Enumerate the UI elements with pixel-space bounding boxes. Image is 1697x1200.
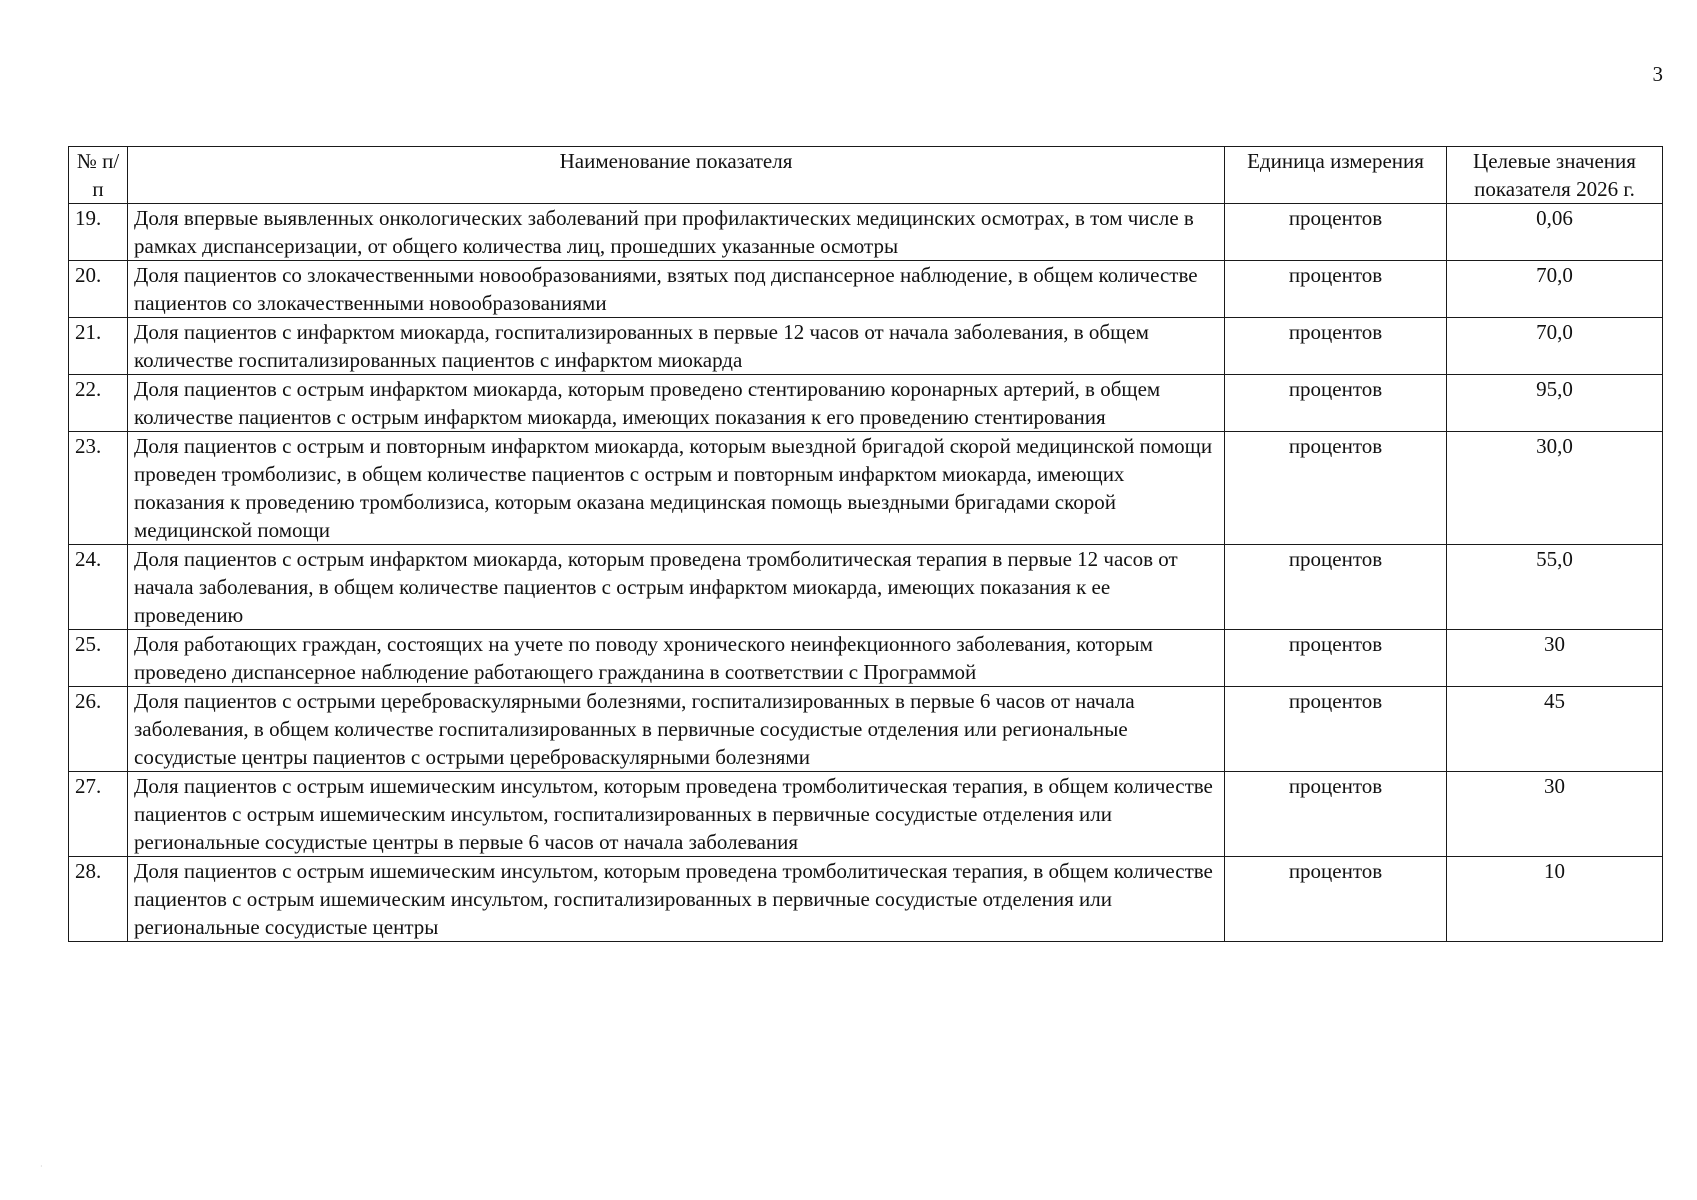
header-indicator-name: Наименование показателя [128, 147, 1225, 204]
target-value: 0,06 [1447, 204, 1663, 261]
unit-of-measure: процентов [1225, 375, 1447, 432]
target-value: 10 [1447, 857, 1663, 942]
row-number: 22. [69, 375, 128, 432]
unit-of-measure: процентов [1225, 687, 1447, 772]
target-value: 70,0 [1447, 261, 1663, 318]
indicator-name: Доля пациентов с острым и повторным инфарктом миокарда, которым выездной бригадой скорой медицинской помощи проведен тромболизис, в общем количестве пациентов с острым и повторным инфарктом миокарда, имеющих показания к проведению тромболизиса, которым оказана медицинская помощь выездными бригадами скорой медицинской помощи [128, 432, 1225, 545]
indicator-name: Доля пациентов с острым инфарктом миокарда, которым проведена тромболитическая терапия в первые 12 часов от начала заболевания, в общем количестве пациентов с острым инфарктом миокарда, имеющих показания к ее проведению [128, 545, 1225, 630]
row-number: 28. [69, 857, 128, 942]
scan-mark: · [40, 1162, 43, 1171]
unit-of-measure: процентов [1225, 772, 1447, 857]
row-number: 24. [69, 545, 128, 630]
page-number: 3 [1652, 62, 1663, 86]
row-number: 21. [69, 318, 128, 375]
table-row [69, 318, 1663, 375]
unit-of-measure: процентов [1225, 630, 1447, 687]
row-number: 20. [69, 261, 128, 318]
header-target-value: Целевые значения показателя 2026 г. [1447, 147, 1663, 204]
table-row [69, 432, 1663, 545]
unit-of-measure: процентов [1225, 545, 1447, 630]
row-number: 25. [69, 630, 128, 687]
row-number: 27. [69, 772, 128, 857]
row-number: 23. [69, 432, 128, 545]
table-row [69, 545, 1663, 630]
indicator-name: Доля пациентов с инфарктом миокарда, госпитализированных в первые 12 часов от начала заболевания, в общем количестве госпитализированных пациентов с инфарктом миокарда [128, 318, 1225, 375]
header-unit: Единица измерения [1225, 147, 1447, 204]
indicator-name: Доля впервые выявленных онкологических заболеваний при профилактических медицинских осмотрах, в том числе в рамках диспансеризации, от общего количества лиц, прошедших указанные осмотры [128, 204, 1225, 261]
table-row [69, 375, 1663, 432]
indicator-name: Доля работающих граждан, состоящих на учете по поводу хронического неинфекционного заболевания, которым проведено диспансерное наблюдение работающего гражданина в соответствии с Программой [128, 630, 1225, 687]
target-value: 30 [1447, 630, 1663, 687]
table-row [69, 261, 1663, 318]
unit-of-measure: процентов [1225, 857, 1447, 942]
row-number: 19. [69, 204, 128, 261]
target-value: 95,0 [1447, 375, 1663, 432]
header-row [69, 147, 1663, 204]
table-body [69, 204, 1663, 942]
target-value: 30 [1447, 772, 1663, 857]
table-row [69, 204, 1663, 261]
indicators-table [68, 146, 1663, 942]
table-row [69, 772, 1663, 857]
target-value: 55,0 [1447, 545, 1663, 630]
row-number: 26. [69, 687, 128, 772]
indicator-name: Доля пациентов с острым инфарктом миокарда, которым проведено стентированию коронарных артерий, в общем количестве пациентов с острым инфарктом миокарда, имеющих показания к его проведению стентирования [128, 375, 1225, 432]
header-number: № п/п [69, 147, 128, 204]
indicator-name: Доля пациентов с острым ишемическим инсультом, которым проведена тромболитическая терапия, в общем количестве пациентов с острым ишемическим инсультом, госпитализированных в первичные сосудистые отделения или региональные сосудистые центры в первые 6 часов от начала заболевания [128, 772, 1225, 857]
table-row [69, 687, 1663, 772]
unit-of-measure: процентов [1225, 204, 1447, 261]
unit-of-measure: процентов [1225, 432, 1447, 545]
target-value: 30,0 [1447, 432, 1663, 545]
table-row [69, 857, 1663, 942]
unit-of-measure: процентов [1225, 261, 1447, 318]
target-value: 45 [1447, 687, 1663, 772]
table-header [69, 147, 1663, 204]
indicator-name: Доля пациентов с острыми цереброваскулярными болезнями, госпитализированных в первые 6 часов от начала заболевания, в общем количестве госпитализированных в первичные сосудистые отделения или региональные сосудистые центры пациентов с острыми цереброваскулярными болезнями [128, 687, 1225, 772]
target-value: 70,0 [1447, 318, 1663, 375]
indicator-name: Доля пациентов со злокачественными новообразованиями, взятых под диспансерное наблюдение, в общем количестве пациентов со злокачественными новообразованиями [128, 261, 1225, 318]
unit-of-measure: процентов [1225, 318, 1447, 375]
indicator-name: Доля пациентов с острым ишемическим инсультом, которым проведена тромболитическая терапия, в общем количестве пациентов с острым ишемическим инсультом, госпитализированных в первичные сосудистые отделения или региональные сосудистые центры [128, 857, 1225, 942]
table-row [69, 630, 1663, 687]
